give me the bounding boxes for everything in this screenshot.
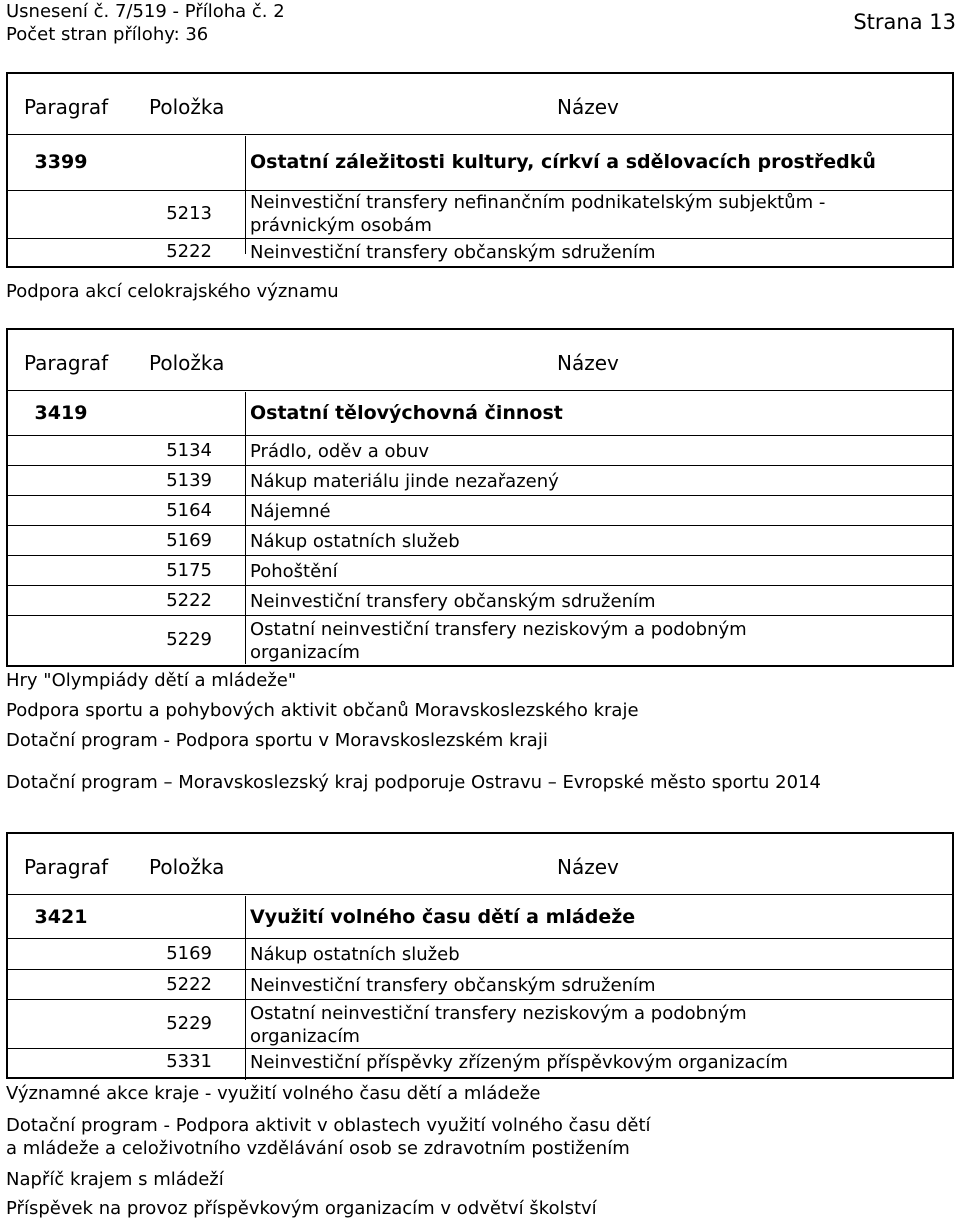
polozka-code: 5229 bbox=[166, 1013, 212, 1034]
budget-table-3419 bbox=[6, 328, 954, 667]
polozka-name: Neinvestiční transfery občanským sdružením bbox=[250, 242, 656, 263]
col-nazev: Název bbox=[557, 351, 619, 375]
note-text: Významné akce kraje - využití volného času dětí a mládeže bbox=[6, 1083, 541, 1104]
polozka-code: 5134 bbox=[166, 440, 212, 461]
table-row bbox=[8, 1000, 952, 1049]
table-title-row bbox=[8, 895, 952, 939]
note-text: Dotační program – Moravskoslezský kraj podporuje Ostravu – Evropské město sportu 2014 bbox=[6, 772, 821, 793]
polozka-name: Pohoštění bbox=[250, 561, 338, 582]
polozka-name: Nákup materiálu jinde nezařazený bbox=[250, 471, 559, 492]
table-row bbox=[8, 191, 952, 239]
note-text: Podpora sportu a pohybových aktivit občanů Moravskoslezského kraje bbox=[6, 700, 639, 721]
table-row bbox=[8, 556, 952, 586]
table-row bbox=[8, 970, 952, 1000]
paragraf-code: 3419 bbox=[34, 402, 88, 424]
polozka-code: 5169 bbox=[166, 943, 212, 964]
table-header bbox=[8, 834, 952, 895]
polozka-name: Nájemné bbox=[250, 501, 331, 522]
budget-table-3399 bbox=[6, 72, 954, 268]
paragraf-title: Ostatní tělovýchovná činnost bbox=[250, 402, 563, 424]
page-count: Počet stran přílohy: 36 bbox=[6, 24, 209, 45]
col-polozka: Položka bbox=[149, 855, 225, 879]
col-nazev: Název bbox=[557, 855, 619, 879]
col-polozka: Položka bbox=[149, 95, 225, 119]
note-text: Dotační program - Podpora aktivit v oblastech využití volného času dětí bbox=[6, 1115, 651, 1136]
polozka-name: Nákup ostatních služeb bbox=[250, 944, 460, 965]
resolution-number: Usnesení č. 7/519 - Příloha č. 2 bbox=[6, 1, 285, 22]
col-paragraf: Paragraf bbox=[24, 95, 109, 119]
paragraf-code: 3421 bbox=[34, 906, 88, 928]
polozka-name: Neinvestiční transfery občanským sdružením bbox=[250, 975, 656, 996]
table-row bbox=[8, 939, 952, 970]
polozka-code: 5213 bbox=[166, 203, 212, 224]
page-number: Strana 13 bbox=[853, 10, 956, 34]
note-text: a mládeže a celoživotního vzdělávání osob se zdravotním postižením bbox=[6, 1138, 630, 1159]
table-row bbox=[8, 526, 952, 556]
note-text: Příspěvek na provoz příspěvkovým organizacím v odvětví školství bbox=[6, 1198, 597, 1219]
polozka-name: Prádlo, oděv a obuv bbox=[250, 441, 429, 462]
table-row bbox=[8, 239, 952, 266]
note-text: Napříč krajem s mládeží bbox=[6, 1169, 224, 1190]
paragraf-title: Ostatní záležitosti kultury, církví a sdělovacích prostředků bbox=[250, 151, 876, 173]
table-header bbox=[8, 330, 952, 391]
polozka-code: 5169 bbox=[166, 530, 212, 551]
polozka-code: 5222 bbox=[166, 241, 212, 262]
table-row bbox=[8, 496, 952, 526]
table-row bbox=[8, 466, 952, 496]
table-title-row bbox=[8, 135, 952, 191]
polozka-name: Ostatní neinvestiční transfery neziskovým a podobným organizacím bbox=[250, 1003, 747, 1047]
table-title-row bbox=[8, 391, 952, 436]
polozka-name: Neinvestiční transfery nefinančním podnikatelským subjektům - právnickým osobám bbox=[250, 192, 826, 236]
polozka-code: 5229 bbox=[166, 629, 212, 650]
table-row bbox=[8, 616, 952, 665]
table-header bbox=[8, 74, 952, 135]
paragraf-title: Využití volného času dětí a mládeže bbox=[250, 906, 636, 928]
table-row bbox=[8, 1049, 952, 1077]
polozka-code: 5139 bbox=[166, 470, 212, 491]
col-polozka: Položka bbox=[149, 351, 225, 375]
polozka-name: Nákup ostatních služeb bbox=[250, 531, 460, 552]
polozka-name: Neinvestiční příspěvky zřízeným příspěvkovým organizacím bbox=[250, 1052, 788, 1073]
polozka-code: 5164 bbox=[166, 500, 212, 521]
note-text: Dotační program - Podpora sportu v Moravskoslezském kraji bbox=[6, 730, 548, 751]
note-text: Podpora akcí celokrajského významu bbox=[6, 281, 339, 302]
paragraf-code: 3399 bbox=[34, 151, 88, 173]
col-paragraf: Paragraf bbox=[24, 351, 109, 375]
note-text: Hry "Olympiády dětí a mládeže" bbox=[6, 670, 297, 691]
table-row bbox=[8, 586, 952, 616]
polozka-code: 5222 bbox=[166, 590, 212, 611]
polozka-code: 5222 bbox=[166, 974, 212, 995]
table-row bbox=[8, 436, 952, 466]
budget-table-3421 bbox=[6, 832, 954, 1079]
polozka-code: 5175 bbox=[166, 560, 212, 581]
document-header bbox=[6, 0, 285, 46]
polozka-code: 5331 bbox=[166, 1051, 212, 1072]
col-paragraf: Paragraf bbox=[24, 855, 109, 879]
polozka-name: Neinvestiční transfery občanským sdružením bbox=[250, 591, 656, 612]
polozka-name: Ostatní neinvestiční transfery neziskovým a podobným organizacím bbox=[250, 619, 747, 663]
col-nazev: Název bbox=[557, 95, 619, 119]
